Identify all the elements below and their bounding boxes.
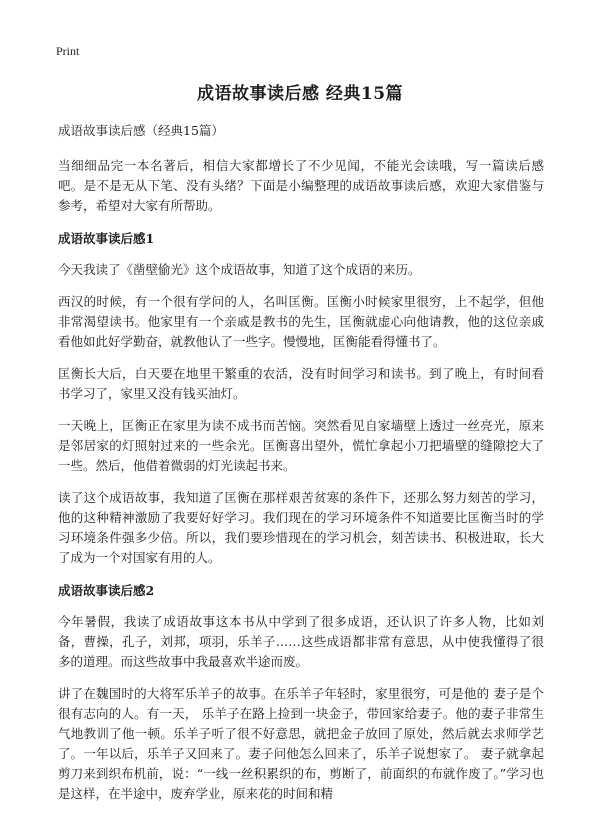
article-subtitle: 成语故事读后感（经典15篇） [58,123,224,138]
paragraph: 今年暑假，我读了成语故事这本书从中学到了很多成语，还认识了许多人物，比如刘备，曹操，孔子，刘邦，项羽，乐羊子……这些成语都非常有意思，从中使我懂得了很多的道理。而这些故事中我最喜欢半途而废。 [58,614,544,669]
article-body [58,122,544,816]
paragraph: 读了这个成语故事，我知道了匡衡在那样艰苦贫寒的条件下，还那么努力刻苦的学习，他的这种精神激励了我要好好学习。我们现在的学习环境条件不知道要比匡衡当时的学习环境条件强多少倍。所以，我们要珍惜现在的学习机会，刻苦读书、积极进取，长大了成为一个对国家有用的人。 [58,490,544,565]
section-heading-1: 成语故事读后感1 [58,231,155,246]
paragraph: 今天我读了《凿壁偷光》这个成语故事，知道了这个成语的来历。 [58,262,421,277]
intro-paragraph: 当细细品完一本名著后，相信大家都增长了不少见闻，不能光会读哦，写一篇读后感吧。是不是无从下笔、没有头绪？下面是小编整理的成语故事读后感，欢迎大家借鉴与参考，希望对大家有所帮助。 [58,158,544,213]
paragraph: 西汉的时候，有一个很有学问的人，名叫匡衡。匡衡小时候家里很穷，上不起学，但他非常渴望读书。他家里有一个亲戚是教书的先生，匡衡就虚心向他请教，他的这位亲戚看他如此好学勤奋，就教他认了一些字。慢慢地，匡衡能看得懂书了。 [58,294,544,349]
page-title: 成语故事读后感 经典15篇 [196,84,404,104]
print-link[interactable]: Print [56,44,80,58]
paragraph: 一天晚上，匡衡正在家里为读不成书而苦恼。突然看见自家墙壁上透过一丝亮光，原来是邻居家的灯照射过来的一些余光。匡衡喜出望外，慌忙拿起小刀把墙壁的缝隙挖大了一些。然后，他借着微弱的灯光读起书来。 [58,418,544,473]
paragraph: 匡衡长大后，白天要在地里干繁重的农活，没有时间学习和读书。到了晚上，有时间看书学习了，家里又没有钱买油灯。 [58,366,544,401]
paragraph: 讲了在魏国时的大将军乐羊子的故事。在乐羊子年轻时，家里很穷，可是他的 妻子是个很有志向的人。有一天， 乐羊子在路上捡到一块金子，带回家给妻子。他的妻子非常生气地教训了他一顿。乐羊子听了很不好意思，就把金子放回了原处，然后就去求师学艺了。一年以后，乐羊子又回来了。妻子问他怎么回来了，乐羊子说想家了。 妻子就拿起剪刀来到织布机前，说：“一线一丝积累织的布，剪断了，前面织的布就作废了。”学习也是这样，在半途中，废弃学业，原来花的时间和精 [58,686,544,801]
section-heading-2: 成语故事读后感2 [58,583,155,598]
